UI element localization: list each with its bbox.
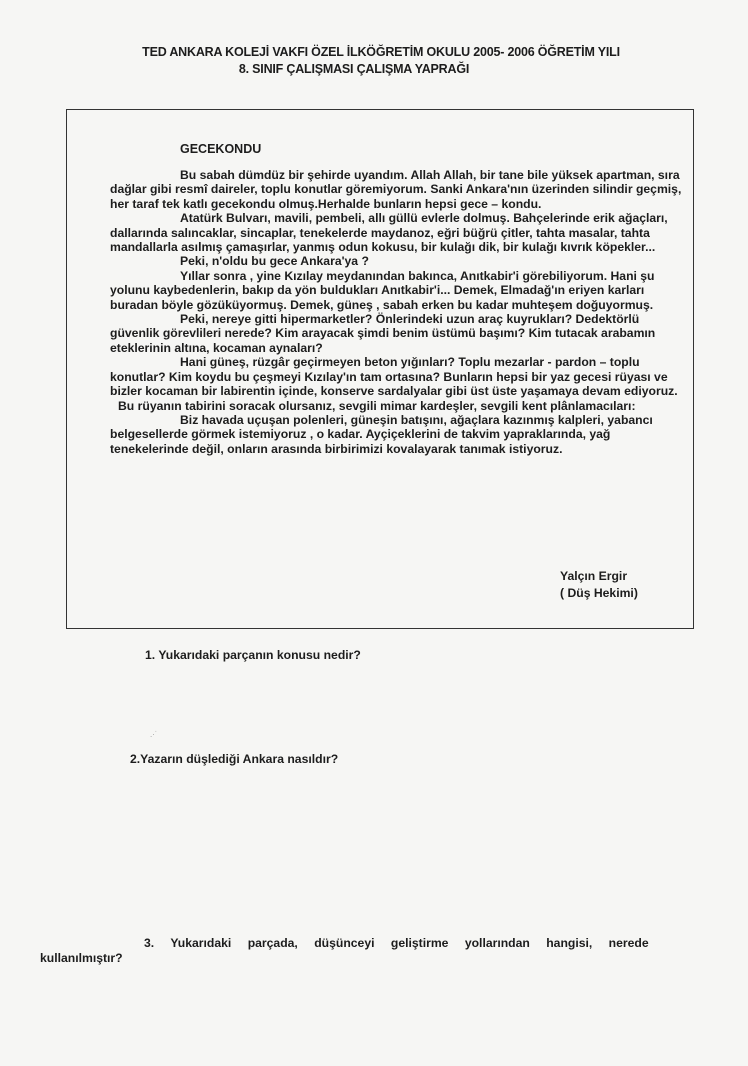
- article-body: [110, 168, 688, 456]
- paragraph: Peki, nereye gitti hipermarketler? Önlerindeki uzun araç kuyrukları? Dedektörlü güvenlik görevlileri nerede? Kim arayacak şimdi benim üstümü başımı? Kim tutacak arabamın eteklerinin altına, kocaman aynaları?: [110, 312, 656, 355]
- paragraph: Hani güneş, rüzgâr geçirmeyen beton yığınları? Toplu mezarlar - pardon – toplu konutlar? Kim koydu bu çeşmeyi Kızılay'ın tam ortasına? Bunların hepsi bir yaz gecesi rüyası ve bizler kocaman bir labirentin içinde, konserve sardalyalar gibi üst üste yaşamaya devam ediyoruz.: [110, 355, 678, 399]
- paragraph: Bu sabah dümdüz bir şehirde uyandım. Allah Allah, bir tane bile yüksek apartman, sıra dağlar gibi resmî daireler, toplu konutlar göremiyorum. Sanki Ankara'nın üzerinden silindir geçmiş, her taraf tek katlı gecekondu olmuş.Herhalde bunların hepsi gece – kondu.: [110, 168, 682, 211]
- school-title: TED ANKARA KOLEJİ VAKFI ÖZEL İLKÖĞRETİM OKULU 2005- 2006 ÖĞRETİM YILI: [142, 45, 620, 59]
- paragraph: Bu rüyanın tabirini soracak olursanız, sevgili mimar kardeşler, sevgili kent plânlamacıları:: [118, 398, 636, 413]
- question-1: 1. Yukarıdaki parçanın konusu nedir?: [145, 648, 361, 662]
- paragraph: Atatürk Bulvarı, mavili, pembeli, allı güllü evlerle dolmuş. Bahçelerinde erik ağaçları, dallarında salıncaklar, sincaplar, tenekelerde maydanoz, eğri büğrü çitler, tahta masalar, tahta mandallarla asılmış çamaşırlar, yanmış odun kokusu, bir kulağı dik, bir kulağı kıvrık köpekler...: [110, 211, 668, 255]
- paragraph: Biz havada uçuşan polenleri, güneşin batışını, ağaçlara kazınmış kalpleri, yabancı belgesellerde görmek istemiyoruz , o kadar. Ayçiçeklerini de takvim yapraklarında, yağ tenekelerinde değil, onların arasında birbirimizi kovalayarak tanımak istiyoruz.: [110, 412, 653, 456]
- paragraph: Yıllar sonra , yine Kızılay meydanından bakınca, Anıtkabir'i görebiliyorum. Hani şu yolunu kaybedenlerin, bakıp da yön buldukları Anıtkabir'i... Demek, Elmadağ'ın eriyen karları buradan böyle gözüküyormuş. Demek, güneş , sabah erken bu kadar muhteşem doğuyormuş.: [110, 268, 655, 312]
- author-title: ( Düş Hekimi): [560, 586, 638, 600]
- question-3-continued: kullanılmıştır?: [40, 951, 123, 965]
- worksheet-header: [0, 44, 748, 78]
- pencil-mark: .·˙: [150, 730, 158, 739]
- worksheet-title: 8. SINIF ÇALIŞMASI ÇALIŞMA YAPRAĞI: [238, 62, 470, 76]
- author-signature: [560, 568, 638, 602]
- article-title: GECEKONDU: [180, 142, 262, 156]
- question-3: 3. Yukarıdaki parçada, düşünceyi geliştirme yollarından hangisi, nerede: [144, 936, 649, 950]
- question-2: 2.Yazarın düşlediği Ankara nasıldır?: [130, 752, 339, 766]
- paragraph: Peki, n'oldu bu gece Ankara'ya ?: [180, 254, 369, 269]
- author-name: Yalçın Ergir: [560, 569, 628, 583]
